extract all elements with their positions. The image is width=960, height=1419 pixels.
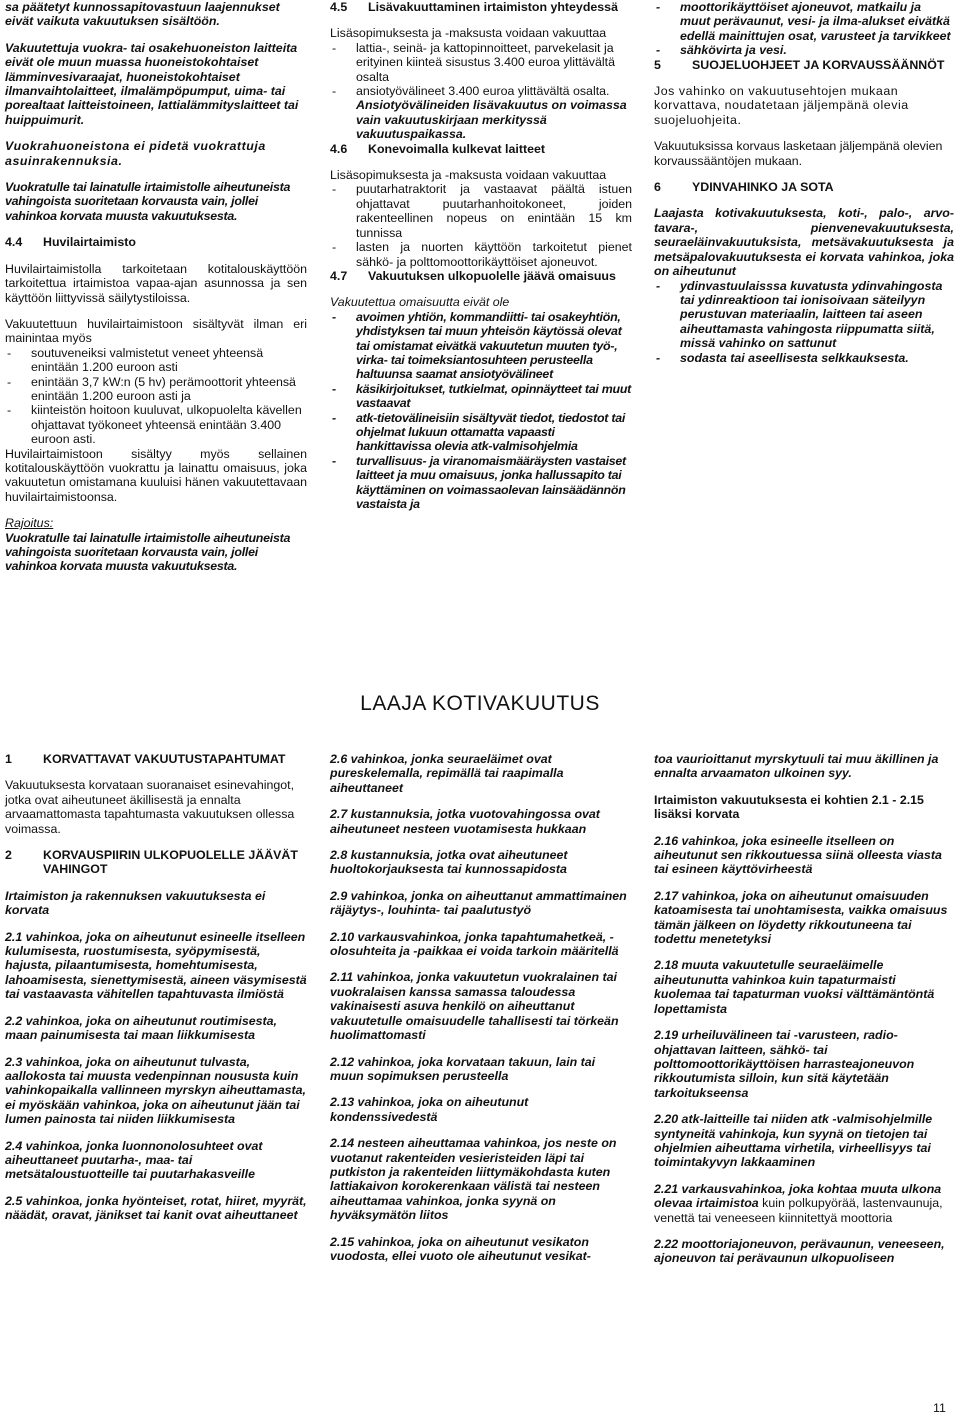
nuclear-war-list: [654, 279, 954, 365]
list-item: - lattia-, seinä- ja kattopinnoitteet, parvekelasit ja erityinen kiinteä sisustus 3.400 euroa ylittävältä osalta: [330, 41, 632, 84]
exclusion-item: 2.17 vahinkoa, joka on aiheutunut omaisuuden katoamisesta tai unohtamisesta, vaikka omaisuus tämän jälkeen on löydetty rikkoutuneena tai todettu menetetyksi: [654, 888, 948, 947]
not-covered-intro: Irtaimiston ja rakennuksen vakuutuksesta ei korvata: [5, 888, 266, 918]
compensation-rules-paragraph: Vakuutuksissa korvaus lasketaan jäljempänä olevien korvaussääntöjen mukaan.: [654, 139, 943, 168]
exclusion-item: 2.15 vahinkoa, joka on aiheutunut vesikaton vuodosta, ellei vuoto ole aiheutunut vesikat-: [330, 1234, 591, 1263]
restriction-label: Rajoitus:: [5, 516, 54, 531]
exclusion-item: 2.20 atk-laitteille tai niiden atk -valmisohjelmille syntyneitä vahinkoja, kun syynä on tietojen tai ohjelmien aiheuttama virhetila, virheellisyys tai toimintakyvyn lakkaaminen: [654, 1112, 933, 1170]
cottage-includes-list: [5, 346, 307, 447]
list-item: - lasten ja nuorten käyttöön tarkoitetut pienet sähkö- ja polttomoottorikäyttöiset ajoneuvot.: [330, 240, 632, 269]
column-top-middle: [330, 0, 632, 511]
exclusion-item: 2.14 nesteen aiheuttamaa vahinkoa, jos neste on vuotanut rakenteiden vesieristeiden läpi tai putkiston ja rakenteiden liittymäkohdasta kuten lattiakaivon korokerenkaan välistä tai nesteen aiheuttamaa vahinkoa, jonka syynä on hyväksymätön liitos: [330, 1136, 617, 1223]
column-bottom-right: [654, 752, 954, 1278]
list-item: - soutuveneiksi valmistetut veneet yhteensä enintään 1.200 euroon asti: [5, 346, 307, 375]
list-item: - sähkövirta ja vesi.: [654, 43, 954, 57]
section-heading-5: 5 SUOJELUOHJEET JA KORVAUSSÄÄNNÖT: [654, 57, 945, 72]
excluded-property-intro: Vakuutettua omaisuutta eivät ole: [330, 295, 510, 310]
section-heading-6: 6 YDINVAHINKO JA SOTA: [654, 180, 834, 195]
rental-housing-note: Vuokrahuoneistona ei pidetä vuokrattuja asuinrakennuksia.: [5, 139, 266, 168]
list-item: - puutarhatraktorit ja vastaavat päältä istuen ohjattavat puutarhanhoitokoneet, joiden rakenteellinen nopeus on enintään 15 km tunnissa: [330, 182, 632, 240]
section-heading-4-5: 4.5 Lisävakuuttaminen irtaimiston yhteydessä: [330, 0, 618, 14]
list-item: - ansiotyövälineet 3.400 euroa ylittävältä osalta. Ansiotyövälineiden lisävakuutus on voimassa vain vakuutuskirjaan merkityssä vakuutuspaikassa.: [330, 84, 632, 142]
list-item: - sodasta tai aseellisesta selkkauksesta.: [654, 351, 954, 365]
list-item: - enintään 3,7 kW:n (5 hv) perämoottorit yhteensä enintään 1.200 euroon asti ja: [5, 375, 307, 404]
excluded-equipment-paragraph: Vakuutettuja vuokra- tai osakehuoneiston laitteita eivät ole muun muassa huoneistokohtaiset lämminvesivaraajat, huoneistokohtaiset ilmanvaihtolaitteet, ilmalämpöpumput, uima- tai porealtaat laitteistoineen, lattialämmityslaitteet tai huippuimurit.: [5, 40, 299, 127]
list-item: - atk-tietovälineisiin sisältyvät tiedot, tiedostot tai ohjelmat lukuun ottamatta vapaasti hankittavissa olevia atk-valmisohjelmia: [330, 411, 632, 454]
column-top-right: [654, 0, 954, 365]
section-heading-1: 1 KORVATTAVAT VAKUUTUSTAPAHTUMAT: [5, 752, 286, 766]
exclusion-item: 2.22 moottoriajoneuvon, perävaunun, veneeseen, ajoneuvon tai perävaunun ulkopuoliseen: [654, 1236, 945, 1266]
cottage-includes-intro: Vakuutettuun huvilairtaimistoon sisältyvät ilman eri mainintaa myös: [5, 316, 307, 346]
exclusion-item: 2.21 varkausvahinkoa, joka kohtaa muuta ulkona olevaa irtaimistoa kuin polkupyörää, lastenvaunuja, venettä tai veneeseen kiinnitettyä moottoria: [654, 1181, 943, 1225]
exclusion-item: 2.19 urheiluvälineen tai -varusteen, radio-ohjattavan laitteen, sähkö- tai polttomoottorikäyttöisen harrasteajoneuvon rikkoutumista silloin, kun sitä käytetään tarkoitukseensa: [654, 1028, 915, 1100]
nuclear-war-intro: Laajasta kotivakuutuksesta, koti-, palo-, arvo-tavara-, pienvenevakuutuksesta, seuraeläinvakuutuksista, metsävakuutuksesta ja metsäpalovakuutuksesta ei korvata vahinkoa, joka on aiheutunut: [654, 206, 954, 279]
exclusion-item: 2.11 vahinkoa, jonka vakuutetun vuokralainen tai vuokralaisen kanssa samassa taloudessa vakinaisesti asuva henkilö on aiheuttanut vakuutetulle omaisuudelle tahallisesti tai törkeän huolimattomasti: [330, 970, 619, 1043]
exclusion-item: 2.10 varkausvahinkoa, jonka tapahtumahetkeä, -olosuhteita ja -paikkaa ei voida tarkoin määritellä: [330, 929, 619, 959]
exclusion-item: 2.16 vahinkoa, joka esineelle itselleen on aiheutunut sen rikkoutuessa siinä olleesta viasta tai esineen käyttövirheestä: [654, 833, 942, 877]
exclusion-item: 2.5 vahinkoa, jonka hyönteiset, rotat, hiiret, myyrät, näädät, oravat, jänikset tai kanit ovat aiheuttaneet: [5, 1193, 307, 1223]
exclusion-item: 2.8 kustannuksia, jotka ovat aiheutuneet huoltokorjauksesta tai kunnossapidosta: [330, 848, 568, 877]
movables-not-covered-intro: Irtaimiston vakuutuksesta ei kohtien 2.1 - 2.15 lisäksi korvata: [654, 792, 924, 822]
restriction-text: Vuokratulle tai lainatulle irtaimistolle aiheutuneista vahingoista suoritetaan korvausta vain, jollei vahinkoa korvata muusta vakuutuksesta.: [5, 530, 291, 574]
cottage-definition: Huvilairtaimistolla tarkoitetaan kotitalouskäyttöön tarkoitettua irtaimistoa vapaa-ajan asunnossa ja sen käyttöön liittyvissä säilytystiloissa.: [5, 261, 307, 305]
exclusion-item: 2.12 vahinkoa, joka korvataan takuun, lain tai muun sopimuksen perusteella: [330, 1054, 596, 1083]
section-heading-4-6: 4.6 Konevoimalla kulkevat laitteet: [330, 141, 545, 156]
supplementary-intro: Lisäsopimuksesta ja -maksusta voidaan vakuuttaa: [330, 26, 607, 41]
intro-paragraph: sa päätetyt kunnossapitovastuun laajennukset eivät vaikuta vakuutuksen sisältöön.: [5, 0, 280, 29]
section-heading-4-4: 4.4 Huvilairtaimisto: [5, 235, 136, 250]
exclusion-item: 2.13 vahinkoa, joka on aiheutunut kondenssivedestä: [330, 1095, 529, 1124]
cottage-rented-paragraph: Huvilairtaimistoon sisältyy myös sellainen kotitalouskäyttöön vuokrattu ja lainattu omaisuus, joka vakuutetun omistamana kuuluisi hänen vakuutettavaan huvilairtaimistoonsa.: [5, 446, 307, 504]
rented-property-note: Vuokratulle tai lainatulle irtaimistolle aiheutuneista vahingoista suoritetaan korvausta vain, jollei vahinkoa korvata muusta vakuutuksesta.: [5, 180, 291, 223]
list-item: - avoimen yhtiön, kommandiitti- tai osakeyhtiön, yhdistyksen tai muun yhteisön käytössä olevat tai omistamat eivätkä vakuutetun muuten työ-, virka- tai toimeksiantosuhteen perusteella haltuunsa saamat ansiotyövälineet: [330, 310, 632, 382]
page-number: 11: [933, 1401, 946, 1415]
exclusion-item: 2.3 vahinkoa, joka on aiheutunut tulvasta, aallokosta tai muusta vedenpinnan noususta kuin vahinkopaikalla vallinneen myrskyn aiheuttamasta, ei myöskään vahinkoa, joka on aiheutunut jään tai lumen painosta tai niiden liikkumisesta: [5, 1054, 306, 1127]
exclusion-item: 2.9 vahinkoa, jonka on aiheuttanut ammattimainen räjäytys-, louhinta- tai paalutustyö: [330, 888, 627, 918]
exclusion-item: 2.7 kustannuksia, jotka vuotovahingossa ovat aiheutuneet nesteen vuotamisesta hukkaan: [330, 807, 600, 836]
exclusion-item: 2.1 vahinkoa, joka on aiheutunut esineelle itselleen kulumisesta, ruostumisesta, syöpymisestä, hajusta, pilaantumisesta, homehtumisesta, lahoamisesta, sienettymisestä, aineen väsymisestä tai vastaavasta vähitellen tapahtuvasta ilmiöstä: [5, 929, 307, 1002]
document-title: LAAJA KOTIVAKUUTUS: [360, 692, 600, 715]
excluded-vehicles-list: [654, 0, 954, 58]
list-item: - käsikirjoitukset, tutkielmat, opinnäytteet tai muut vastaavat: [330, 382, 632, 411]
column-top-left: [5, 0, 307, 586]
column-bottom-left: [5, 752, 307, 1235]
column-bottom-middle: [330, 752, 632, 1275]
protection-instructions-paragraph: Jos vahinko on vakuutusehtojen mukaan korvattava, noudatetaan jäljempänä olevia suojeluohjeita.: [654, 84, 909, 127]
list-item: - kiinteistön hoitoon kuuluvat, ulkopuolelta kävellen ohjattavat työkoneet yhteensä enintään 3.400 euroon asti.: [5, 403, 307, 446]
exclusion-item: 2.4 vahinkoa, jonka luonnonolosuhteet ovat aiheuttaneet puutarha-, maa- tai metsätaloustuotteille tai puutarhakasveille: [5, 1138, 263, 1182]
excluded-property-list: [330, 310, 632, 512]
list-item: - ydinvastuulaisssa kuvatusta ydinvahingosta tai ydinreaktioon tai ionisoivaan säteilyyn perustuvan materiaalin, laitteen tai aseen aiheuttamasta vahingosta riippumatta siitä, missä vahinko on sattunut: [654, 279, 954, 351]
covered-events-paragraph: Vakuutuksesta korvataan suoranaiset esinevahingot, jotka ovat aiheutuneet äkillisestä ja ennalta arvaamattomasta tapahtumasta vakuutuksen ollessa voimassa.: [5, 778, 295, 836]
exclusion-item: 2.18 muuta vakuutetulle seuraeläimelle aiheutunutta vahinkoa kuin tapaturmaisti kuolemaa tai tapaturman vuoksi välttämäntöntä lopettamista: [654, 958, 935, 1016]
list-item: - moottorikäyttöiset ajoneuvot, matkailu ja muut perävaunut, vesi- ja ilma-alukset eivätkä edellä mainittujen osat, varusteet ja tarvikkeet: [654, 0, 954, 43]
supplementary-list: [330, 41, 632, 142]
exclusion-item: 2.6 vahinkoa, jonka seuraeläimet ovat pureskelemalla, repimällä tai raapimalla aiheuttaneet: [330, 752, 564, 795]
exclusion-continuation: toa vaurioittanut myrskytuuli tai muu äkillinen ja ennalta arvaamaton ulkoinen syy.: [654, 752, 939, 781]
section-heading-2: 2 KORVAUSPIIRIN ULKOPUOLELLE JÄÄVÄT VAHINGOT: [5, 848, 298, 877]
powered-devices-list: [330, 182, 632, 268]
list-item: - turvallisuus- ja viranomaismääräysten vastaiset laitteet ja muu omaisuus, jonka hallussapito tai käyttäminen on voimassaolevan lainsäädännön vastaista ja: [330, 454, 632, 512]
powered-devices-intro: Lisäsopimuksesta ja -maksusta voidaan vakuuttaa: [330, 168, 607, 183]
section-heading-4-7: 4.7 Vakuutuksen ulkopuolelle jäävä omaisuus: [330, 268, 616, 283]
exclusion-item: 2.2 vahinkoa, joka on aiheutunut routimisesta, maan painumisesta tai maan liikkumisesta: [5, 1013, 277, 1043]
